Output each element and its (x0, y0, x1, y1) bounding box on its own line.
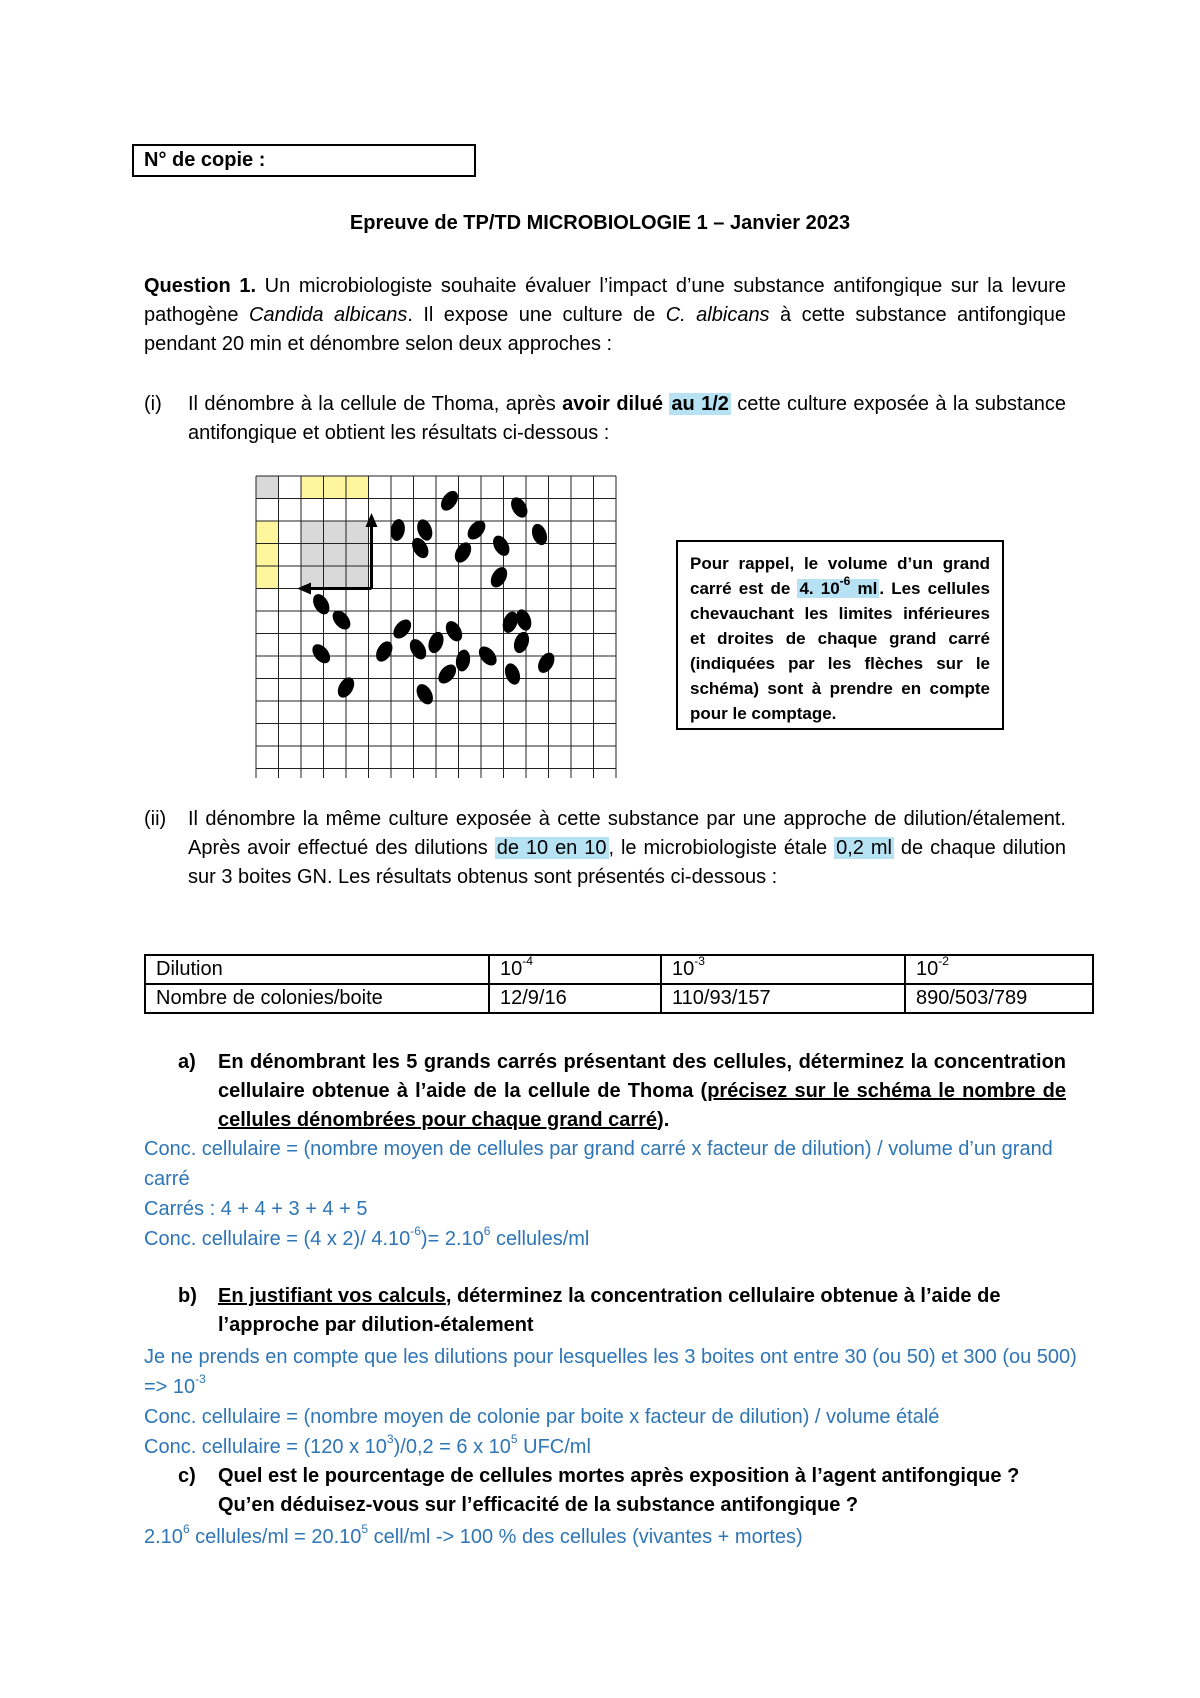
part-c-answer: 2.10$^6$ cellules/ml = $20.10^5$ cell/ml -> 100 % des cellules (vivantes + mortes) (144, 1522, 803, 1548)
item-i (144, 390, 1066, 450)
copy-number-label: N° de copie : (144, 149, 266, 171)
yeast-cell (442, 618, 465, 644)
part-a-answer: Conc. cellulaire = (nombre moyen de cellules par grand carré x facteur de dilution) / volume d’un grand carré Carrés : 4 + 4 + 3 + 4 + 5 Conc. cellulaire = (4 x 2)/ $4.10^{-6})= 2.10^6$ cellules/ml (144, 1138, 1053, 1250)
part-c-label: c) (178, 1465, 196, 1487)
part-c-question: c) Quel est le pourcentage de cellules mortes après exposition à l’agent antifongique ? Qu’en déduisez-vous sur l’efficacité de la substance antifongique ? (178, 1462, 1066, 1522)
highlight-dilution-step: de 10 en 10 (496, 837, 607, 859)
highlight-volume: 4. $10^{-6}$ ml (799, 574, 878, 598)
yeast-cell (535, 650, 558, 676)
table-cell: 110/93/157 (661, 984, 905, 1013)
table-row (145, 955, 1093, 984)
part-b-question: b) En justifiant vos calculs, déterminez la concentration cellulaire obtenue à l’aide de l’approche par dilution-étalement (178, 1282, 1066, 1342)
table-header-cell: Dilution (145, 955, 489, 984)
copy-number-field (132, 144, 476, 177)
highlight-dilution: au 1/2 (671, 393, 729, 415)
question-1-label: Question 1. (144, 275, 256, 297)
yeast-cell (437, 488, 461, 514)
grey-corner-square (256, 476, 279, 499)
thoma-cell-diagram (254, 474, 654, 778)
reminder-note: Pour rappel, le volume d’un grand carré est de 4. $10^{-6}$ ml . Les cellules chevauchant les limites inférieures et droites de chaque grand carré (indiquées par les flèches sur le schéma) sont à prendre en compte pour le comptage. (676, 540, 1004, 730)
yeast-cell (435, 661, 460, 687)
exam-title: Epreuve de TP/TD MICROBIOLOGIE 1 – Janvier 2023 (349, 212, 851, 234)
item-ii-text: Il dénombre la même culture exposée à cette substance par une approche de dilution/étalement. Après avoir effectué des dilutions de 10 en 10 , le microbiologiste étale 0,2 ml de chaque dilution sur 3 boites GN. Les résultats obtenus sont présentés ci-dessous : (188, 808, 1067, 888)
table-cell: 12/9/16 (489, 984, 661, 1013)
part-b-answer: Je ne prends en compte que les dilutions pour lesquelles les 3 boites ont entre 30 (ou 50) et 300 (ou $500) => 10^{-3}$ Conc. cellulaire = (nombre moyen de colonie par boite x facteur de dilution) / volume étalé Conc. cellulaire = (120 x $10^3)/0,2 = 6$ x $10^5$ UFC/ml (144, 1346, 1077, 1458)
item-ii-number: (ii) (144, 808, 167, 830)
item-i-text: Il dénombre à la cellule de Thoma, après avoir dilué au 1/2 cette culture exposée à la substance antifongique et obtient les résultats ci-dessous : (188, 393, 1066, 444)
yeast-cell (310, 591, 333, 617)
species-name: Candida albicans (249, 304, 408, 326)
part-a-label: a) (178, 1051, 196, 1073)
part-a-question: a) En dénombrant les 5 grands carrés présentant des cellules, déterminez la concentration cellulaire obtenue à l’aide de la cellule de Thoma (précisez sur le schéma le nombre de cellules dénombrées pour chaque grand carré). (178, 1048, 1066, 1136)
table-cell: $10^{-2}$ (905, 955, 1093, 984)
yeast-cell (389, 518, 407, 542)
yellow-square-left (256, 521, 279, 589)
yeast-cell (413, 681, 436, 707)
table-cell: $10^{-3}$ (661, 955, 905, 984)
table-cell: 890/503/789 (905, 984, 1093, 1013)
yeast-cell (309, 641, 334, 667)
yellow-square-top (301, 476, 369, 499)
yeast-cell (487, 564, 510, 590)
arrow-up-head (366, 513, 378, 527)
yeast-cell (502, 661, 523, 686)
yeast-cell (490, 533, 513, 559)
question-1-intro: Question 1. Un microbiologiste souhaite évaluer l’impact d’une substance antifongique sur la levure pathogène Candida albicans. Il expose une culture de C. albicans à cette substance antifongique pendant 20 min et dénombre selon deux approches : (144, 275, 1066, 355)
item-ii (144, 805, 1066, 925)
table-header-cell: Nombre de colonies/boite (145, 984, 489, 1013)
item-i-number: (i) (144, 393, 162, 415)
yeast-cell (406, 636, 429, 662)
dilution-table (144, 954, 1094, 1014)
species-short: C. albicans (665, 304, 770, 326)
yeast-cell (373, 638, 396, 664)
table-cell: $10^{-4}$ (489, 955, 661, 984)
part-b-label: b) (178, 1285, 197, 1307)
yeast-cell (390, 616, 415, 642)
grey-large-square (301, 521, 369, 589)
highlight-volume-plated: 0,2 ml (836, 837, 892, 859)
yeast-cell (454, 648, 472, 672)
table-row (145, 984, 1093, 1013)
